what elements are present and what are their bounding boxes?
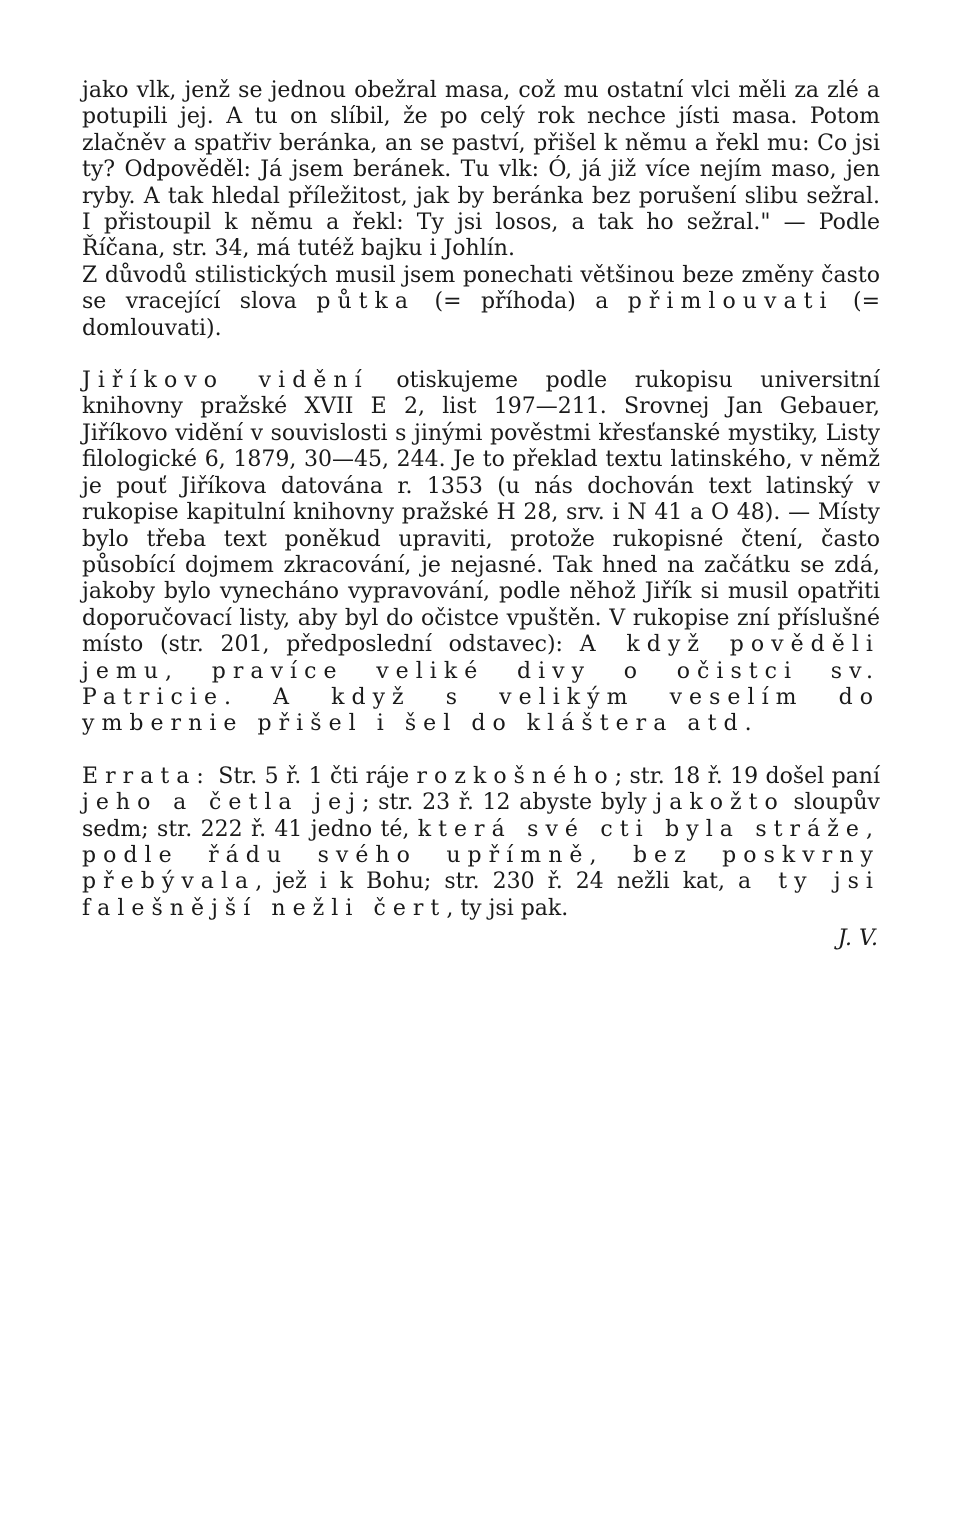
note-paragraph-words — [82, 263, 880, 342]
errata-label: Errata: — [82, 763, 211, 789]
page-content — [82, 78, 880, 953]
text-run: , jež i k Bohu; str. 230 ř. 24 nežli kat, — [255, 869, 739, 895]
text-run: (= příhoda) a — [415, 289, 628, 315]
text-run: Str. 5 ř. 1 čti ráje — [210, 763, 417, 789]
text-run: (= domlouvati). — [82, 289, 881, 341]
text-run: Z důvodů stilistických musil jsem ponechati většinou beze změny často se vracející slova — [82, 262, 880, 315]
signature: J. V. — [837, 926, 878, 952]
spaced-correction: jakožto — [655, 790, 785, 816]
section-title: Jiříkovo vidění — [82, 368, 369, 394]
text-run: ; str. 23 ř. 12 abyste byly — [362, 790, 656, 816]
text-run: , ty jsi pak. — [446, 895, 569, 921]
text-run: sloupův sedm; str. 222 ř. 41 jedno té, — [82, 790, 880, 842]
text-run: otiskujeme podle rukopisu universitní knihovny pražské XVII E 2, list 197—211. Srovnej Jan Gebauer, Jiříkovo vidění v souvislosti s jinými pověstmi křesťanské mystiky, Listy filologické 6, 1879, 30—45, 244. Je to překlad textu latinského, v němž je pouť Jiříkova datována r. 1353 (u nás dochován text latinský v rukopise kapitulní knihovny pražské H 28, srv. i N 41 a O 48). — Místy bylo třeba text poněkud upraviti, protože rukopisné čtení, často působící dojmem zkracování, je nejasné. Tak hned na začátku se zdá, jakoby bylo vynecháno vypravování, podle něhož Jiřík si musil opatřiti doporučovací listy, aby byl do očistce vpuštěn. V rukopise zní příslušné místo (str. 201, předposlední odstavec): — [82, 368, 881, 658]
visions-paragraph — [82, 368, 880, 738]
note-paragraph: jako vlk, jenž se jednou obežral masa, což mu ostatní vlci měli za zlé a potupili jej. A tu on slíbil, že po celý rok nechce jísti masa. Potom zlačněv a spatřiv beránka, an se paství, přišel k němu a řekl mu: Co jsi ty? Odpověděl: Já jsem beránek. Tu vlk: Ó, já již více nejím maso, jen ryby. A tak hledal příležitost, jak by beránka bez porušení slibu sežral. I přistoupil k němu a řekl: Ty jsi losos, a tak ho sežral." — Podle Říčana, str. 34, má tutéž bajku i Johlín. — [82, 78, 880, 262]
spaced-word: půtka — [316, 289, 416, 315]
errata-paragraph — [82, 764, 880, 922]
manuscript-quote: A když pověděli jemu, pravíce veliké divy o očistci sv. Patricie. A když s velikým veselím do ymbernie přišel i šel do kláštera atd. — [82, 632, 881, 737]
spaced-word: přimlouvati — [627, 289, 834, 315]
spaced-correction: která své cti byla stráže, podle řádu svého upřímně, bez poskvrny přebývala — [82, 816, 880, 895]
text-run: ; str. 18 ř. 19 došel paní — [614, 763, 880, 789]
spaced-correction: rozkošného — [416, 763, 615, 789]
spaced-correction: a ty jsi falešnější nežli čert — [82, 869, 880, 921]
spaced-correction: jeho a četla jej — [82, 790, 363, 816]
